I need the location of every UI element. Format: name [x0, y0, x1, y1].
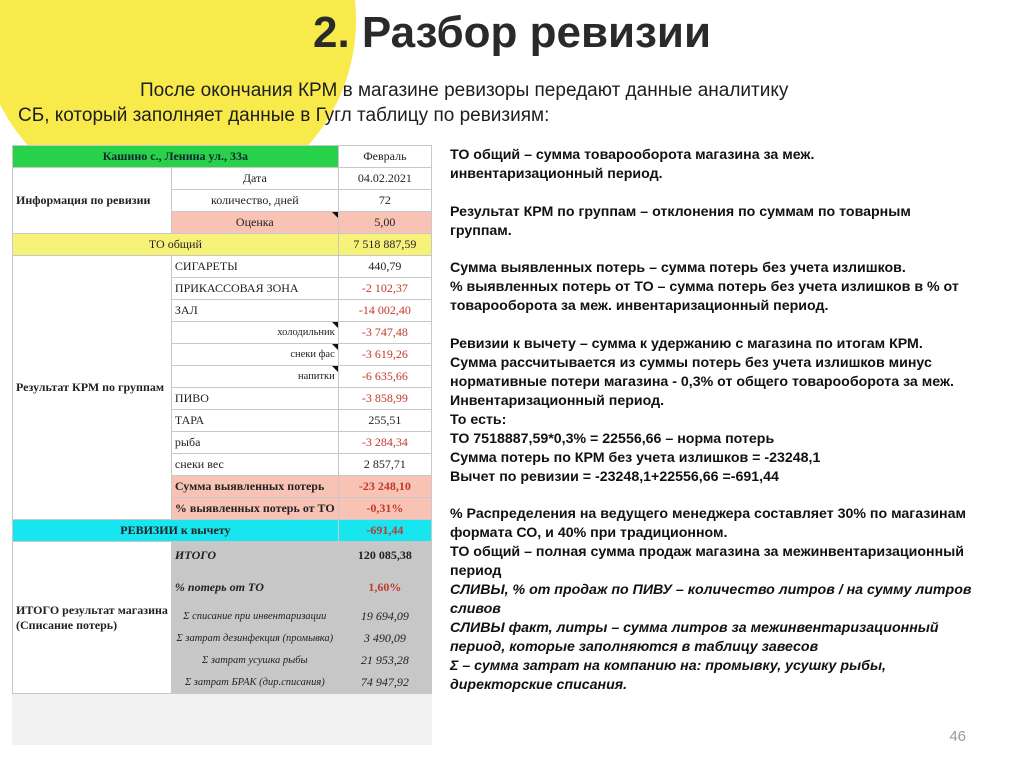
row-value: -2 102,37 [338, 278, 431, 300]
row-label: холодильник [171, 322, 338, 344]
deduct-value: -691,44 [338, 520, 431, 542]
row-label: ЗАЛ [171, 300, 338, 322]
row-value: 255,51 [338, 410, 431, 432]
deduct-label: РЕВИЗИИ к вычету [13, 520, 339, 542]
intro-line-1: После окончания КРМ в магазине ревизоры передают данные аналитику [140, 80, 789, 101]
note-paragraph-2 [450, 203, 1015, 241]
note-line: директорские списания. [450, 677, 628, 693]
row-value: 440,79 [338, 256, 431, 278]
row-value: -3 619,26 [338, 344, 431, 366]
sum-value: 21 953,28 [338, 650, 431, 672]
note-line: ТО общий – полная сумма продаж магазина за межинвентаризационный [450, 544, 964, 560]
losses-label: Сумма выявленных потерь [171, 476, 338, 498]
row-label: напитки [171, 366, 338, 388]
row-value: 2 857,71 [338, 454, 431, 476]
row-label: ТАРА [171, 410, 338, 432]
table-row [13, 168, 432, 190]
losses-pct-label: % выявленных потерь от ТО [171, 498, 338, 520]
to-label: ТО общий [13, 234, 339, 256]
sum-value: 3 490,09 [338, 628, 431, 650]
krm-group-label: Результат КРМ по группам [13, 256, 172, 520]
losses-pct-value: -0,31% [338, 498, 431, 520]
note-paragraph-4 [450, 335, 1015, 487]
table-row [13, 256, 432, 278]
row-label: снеки фас [171, 344, 338, 366]
rating-label: Оценка [171, 212, 338, 234]
note-paragraph-3 [450, 259, 1015, 316]
table-row [13, 146, 432, 168]
total-value: 120 085,38 [338, 542, 431, 569]
sum-value: 19 694,09 [338, 606, 431, 628]
note-line: СЛИВЫ, % от продаж по ПИВУ – количество литров / на сумму литров [450, 582, 972, 598]
note-line: Результат КРМ по группам – отклонения по суммам по товарным [450, 203, 911, 220]
note-line: Сумма потерь по КРМ без учета излишков = -23248,1 [450, 449, 821, 466]
row-label: ПРИКАССОВАЯ ЗОНА [171, 278, 338, 300]
row-label: СИГАРЕТЫ [171, 256, 338, 278]
note-line: формата СО, и 40% при традиционном. [450, 525, 728, 541]
note-line: группам. [450, 222, 512, 239]
note-line: нормативные потери магазина - 0,3% от общего товарооборота за меж. [450, 373, 954, 390]
slide-title: 2. Разбор ревизии [312, 8, 712, 57]
page-number: 46 [949, 728, 966, 745]
note-line: период [450, 563, 502, 579]
table-row [13, 234, 432, 256]
note-line: То есть: [450, 411, 507, 428]
note-line: Σ – сумма затрат на компанию на: промывку, усушку рыбы, [450, 658, 887, 674]
revision-table [12, 145, 432, 694]
sum-value: 74 947,92 [338, 672, 431, 694]
date-label: Дата [171, 168, 338, 190]
note-line: СЛИВЫ факт, литры – сумма литров за межинвентаризационный [450, 620, 939, 636]
note-line: сливов [450, 601, 501, 617]
note-line: товарооборота за меж. инвентаризационный период. [450, 298, 829, 314]
notes-panel [450, 146, 1015, 714]
spreadsheet-screenshot [12, 145, 432, 745]
date-value: 04.02.2021 [338, 168, 431, 190]
note-line: % Распределения на ведущего менеджера составляет 30% по магазинам [450, 506, 966, 522]
row-value: -6 635,66 [338, 366, 431, 388]
total-label: ИТОГО [171, 542, 338, 569]
note-line: Ревизии к вычету – сумма к удержанию с магазина по итогам КРМ. [450, 335, 923, 352]
sum-label: Σ списание при инвентаризации [171, 606, 338, 628]
row-value: -3 747,48 [338, 322, 431, 344]
rating-value: 5,00 [338, 212, 431, 234]
row-label: ПИВО [171, 388, 338, 410]
total-group-label [13, 542, 172, 694]
note-line: ТО общий – сумма товарооборота магазина за меж. [450, 147, 815, 163]
row-value: -14 002,40 [338, 300, 431, 322]
table-row [13, 520, 432, 542]
info-group-label: Информация по ревизии [13, 168, 172, 234]
table-row [13, 542, 432, 569]
note-line: период, которые заполняются в таблицу завесов [450, 639, 819, 655]
note-paragraph-5 [450, 505, 1015, 695]
sum-label: Σ затрат усушка рыбы [171, 650, 338, 672]
intro-line-2: СБ, который заполняет данные в Гугл таблицу по ревизиям: [18, 105, 550, 126]
loss-to-label: % потерь от ТО [171, 569, 338, 606]
note-line: % выявленных потерь от ТО – сумма потерь без учета излишков в % от [450, 279, 959, 295]
total-group-line-2: (Списание потерь) [16, 617, 118, 632]
row-label: рыба [171, 432, 338, 454]
note-line: инвентаризационный период. [450, 166, 663, 182]
sum-label: Σ затрат дезинфекция (промывка) [171, 628, 338, 650]
note-line: Вычет по ревизии = -23248,1+22556,66 =-691,44 [450, 468, 779, 485]
days-value: 72 [338, 190, 431, 212]
month-cell: Февраль [338, 146, 431, 168]
sum-label: Σ затрат БРАК (дир.списания) [171, 672, 338, 694]
note-line: Сумма рассчитывается из суммы потерь без учета излишков минус [450, 354, 932, 371]
days-label: количество, дней [171, 190, 338, 212]
total-group-line-1: ИТОГО результат магазина [16, 602, 168, 617]
row-value: -3 284,34 [338, 432, 431, 454]
note-line: ТО 7518887,59*0,3% = 22556,66 – норма потерь [450, 430, 775, 447]
loss-to-value: 1,60% [338, 569, 431, 606]
note-line: Инвентаризационный период. [450, 392, 665, 409]
row-value: -3 858,99 [338, 388, 431, 410]
losses-value: -23 248,10 [338, 476, 431, 498]
note-paragraph-1 [450, 146, 1015, 184]
intro-text [18, 78, 978, 128]
store-address-cell: Кашино с., Ленина ул., 33а [13, 146, 339, 168]
to-value: 7 518 887,59 [338, 234, 431, 256]
row-label: снеки вес [171, 454, 338, 476]
note-line: Сумма выявленных потерь – сумма потерь без учета излишков. [450, 260, 906, 276]
